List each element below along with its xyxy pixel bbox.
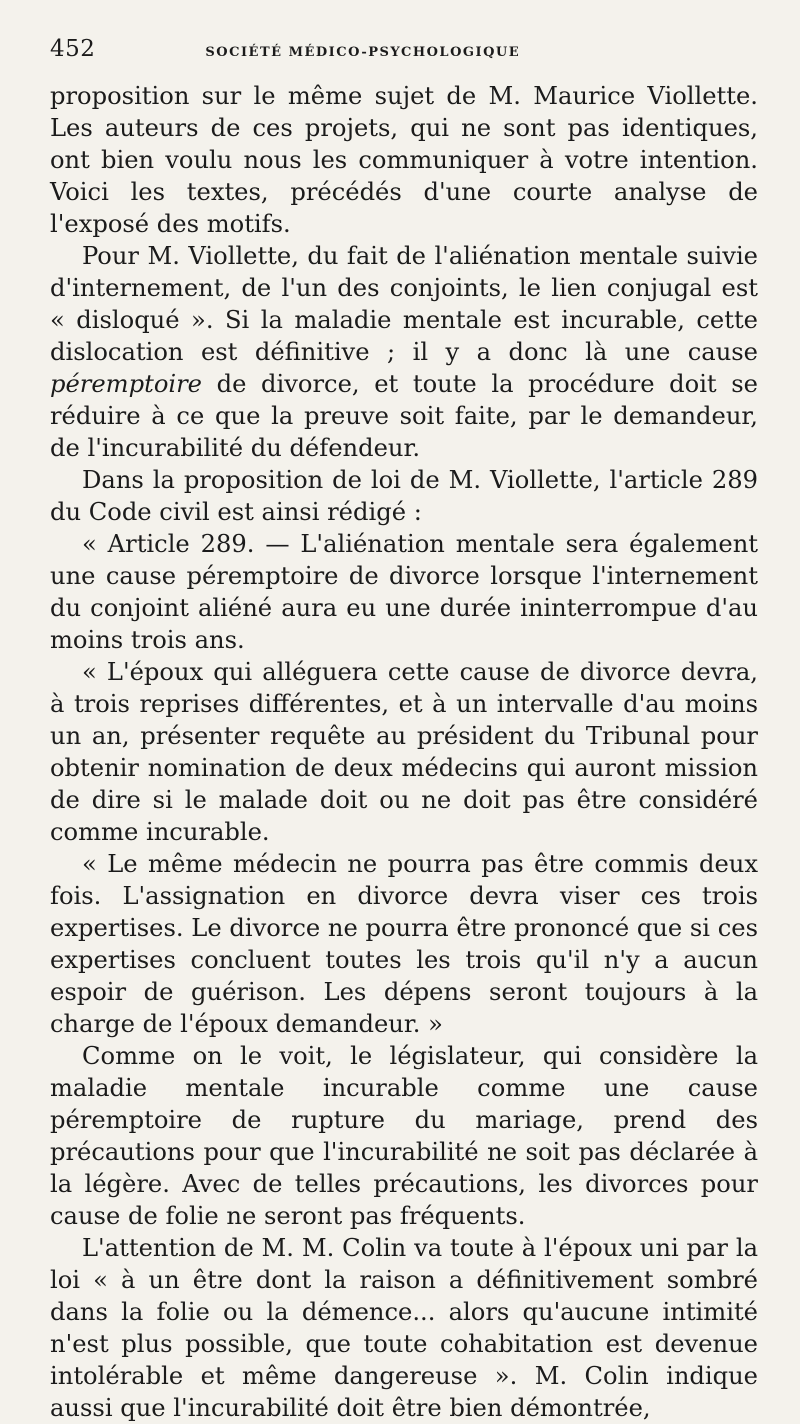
paragraph-text: Pour M. Viollette, du fait de l'aliénation mentale suivie d'internement, de l'un des conjoints, le lien conjugal est « disloqué ». Si la maladie mentale est incurable, cette dislocation est définitive ; il y a donc là une cause [50, 242, 758, 366]
paragraph-expertises: « Le même médecin ne pourra pas être commis deux fois. L'assignation en divorce devra viser ces trois expertises. Le divorce ne pourra être prononcé que si ces expertises concluent toutes les trois qu'il n'y a aucun espoir de guérison. Les dépens seront toujours à la charge de l'époux demandeur. » [50, 850, 758, 1038]
paragraph-legislateur: Comme on le voit, le législateur, qui considère la maladie mentale incurable comme une cause péremptoire de rupture du mariage, prend des précautions pour que l'incurabilité ne soit pas déclarée à la légère. Avec de telles précautions, les divorces pour cause de folie ne seront pas fréquents. [50, 1042, 758, 1230]
paragraph-continuation: proposition sur le même sujet de M. Maurice Viollette. Les auteurs de ces projets, qui ne sont pas identiques, ont bien voulu nous les communiquer à votre intention. Voici les textes, précédés d'une courte analyse de l'exposé des motifs. [50, 82, 758, 238]
page-header [50, 36, 758, 80]
page-number: 452 [50, 36, 96, 62]
paragraph-text: de divorce, et toute la procédure doit se réduire à ce que la preuve soit faite, par le demandeur, de l'incurabilité du défendeur. [50, 370, 758, 462]
paragraph-proposition: Dans la proposition de loi de M. Viollette, l'article 289 du Code civil est ainsi rédigé : [50, 466, 758, 526]
paragraph-colin: L'attention de M. M. Colin va toute à l'époux uni par la loi « à un être dont la raison a définitivement sombré dans la folie ou la démence... alors qu'aucune intimité n'est plus possible, que toute cohabitation est devenue intolérable et même dangereuse ». M. Colin indique aussi que l'incurabilité doit être bien démontrée, [50, 1234, 758, 1422]
paragraph-requete: « L'époux qui alléguera cette cause de divorce devra, à trois reprises différentes, et à un intervalle d'au moins un an, présenter requête au président du Tribunal pour obtenir nomination de deux médecins qui auront mission de dire si le malade doit ou ne doit pas être considéré comme incurable. [50, 658, 758, 846]
paragraph-article-289: « Article 289. — L'aliénation mentale sera également une cause péremptoire de divorce lorsque l'internement du conjoint aliéné aura eu une durée ininterrompue d'au moins trois ans. [50, 530, 758, 654]
paragraph-viollette [50, 240, 758, 464]
running-head: SOCIÉTÉ MÉDICO-PSYCHOLOGIQUE [205, 45, 521, 60]
body-text [50, 80, 758, 1424]
emphasis-peremptoire: péremptoire [50, 370, 202, 398]
